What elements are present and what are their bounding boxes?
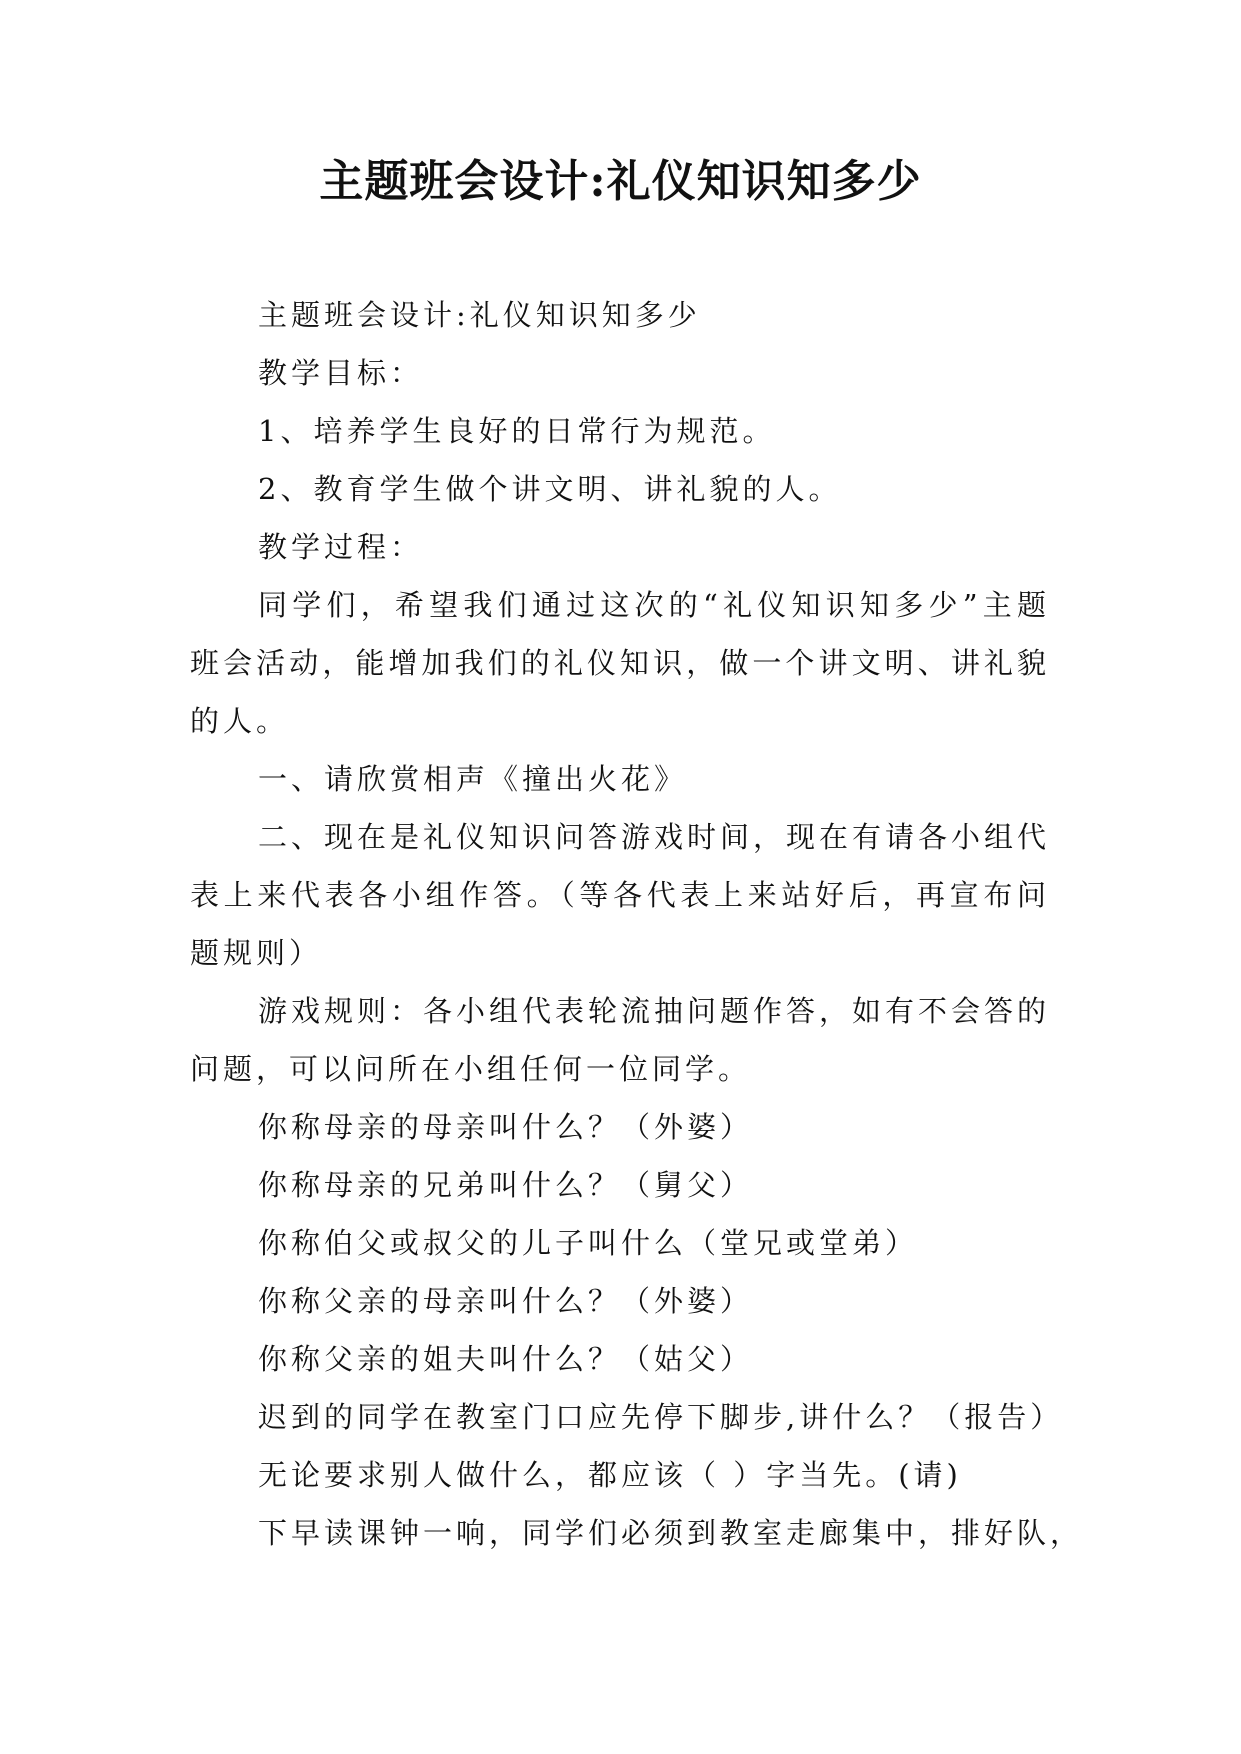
- question-item: 你称母亲的兄弟叫什么？（舅父）: [258, 1168, 754, 1202]
- paragraph-process-heading: 教学过程：: [258, 530, 424, 564]
- paragraph-subtitle: 主题班会设计:礼仪知识知多少: [258, 298, 701, 332]
- question-item: 你称伯父或叔父的儿子叫什么（堂兄或堂弟）: [258, 1226, 919, 1260]
- document-title: 主题班会设计:礼仪知识知多少: [319, 156, 922, 207]
- paragraph-objectives-heading: 教学目标：: [258, 356, 424, 390]
- question-item: 你称父亲的姐夫叫什么？（姑父）: [258, 1342, 754, 1376]
- paragraph-step-1: 一、请欣赏相声《撞出火花》: [258, 762, 688, 796]
- question-item: 你称父亲的母亲叫什么？（外婆）: [258, 1284, 754, 1318]
- question-item: 迟到的同学在教室门口应先停下脚步,讲什么？（报告）: [258, 1400, 1064, 1434]
- paragraph-step-2: 二、现在是礼仪知识问答游戏时间，现在有请各小组代表上来代表各小组作答。（等各代表上来站好后，再宣布问题规则）: [190, 820, 1051, 970]
- paragraph-intro: 同学们，希望我们通过这次的“礼仪知识知多少”主题班会活动，能增加我们的礼仪知识，做一个讲文明、讲礼貌的人。: [190, 588, 1050, 738]
- paragraph-game-rules: 游戏规则：各小组代表轮流抽问题作答，如有不会答的问题，可以问所在小组任何一位同学。: [190, 994, 1051, 1086]
- paragraph-objective-1: 1、培养学生良好的日常行为规范。: [258, 414, 776, 448]
- question-item: 无论要求别人做什么，都应该（ ）字当先。(请): [258, 1458, 962, 1492]
- document-body: [190, 286, 1084, 1562]
- paragraph-objective-2: 2、教育学生做个讲文明、讲礼貌的人。: [258, 472, 842, 506]
- question-item: 你称母亲的母亲叫什么？（外婆）: [258, 1110, 754, 1144]
- paragraph-last: 下早读课钟一响，同学们必须到教室走廊集中，排好队，: [258, 1516, 1084, 1550]
